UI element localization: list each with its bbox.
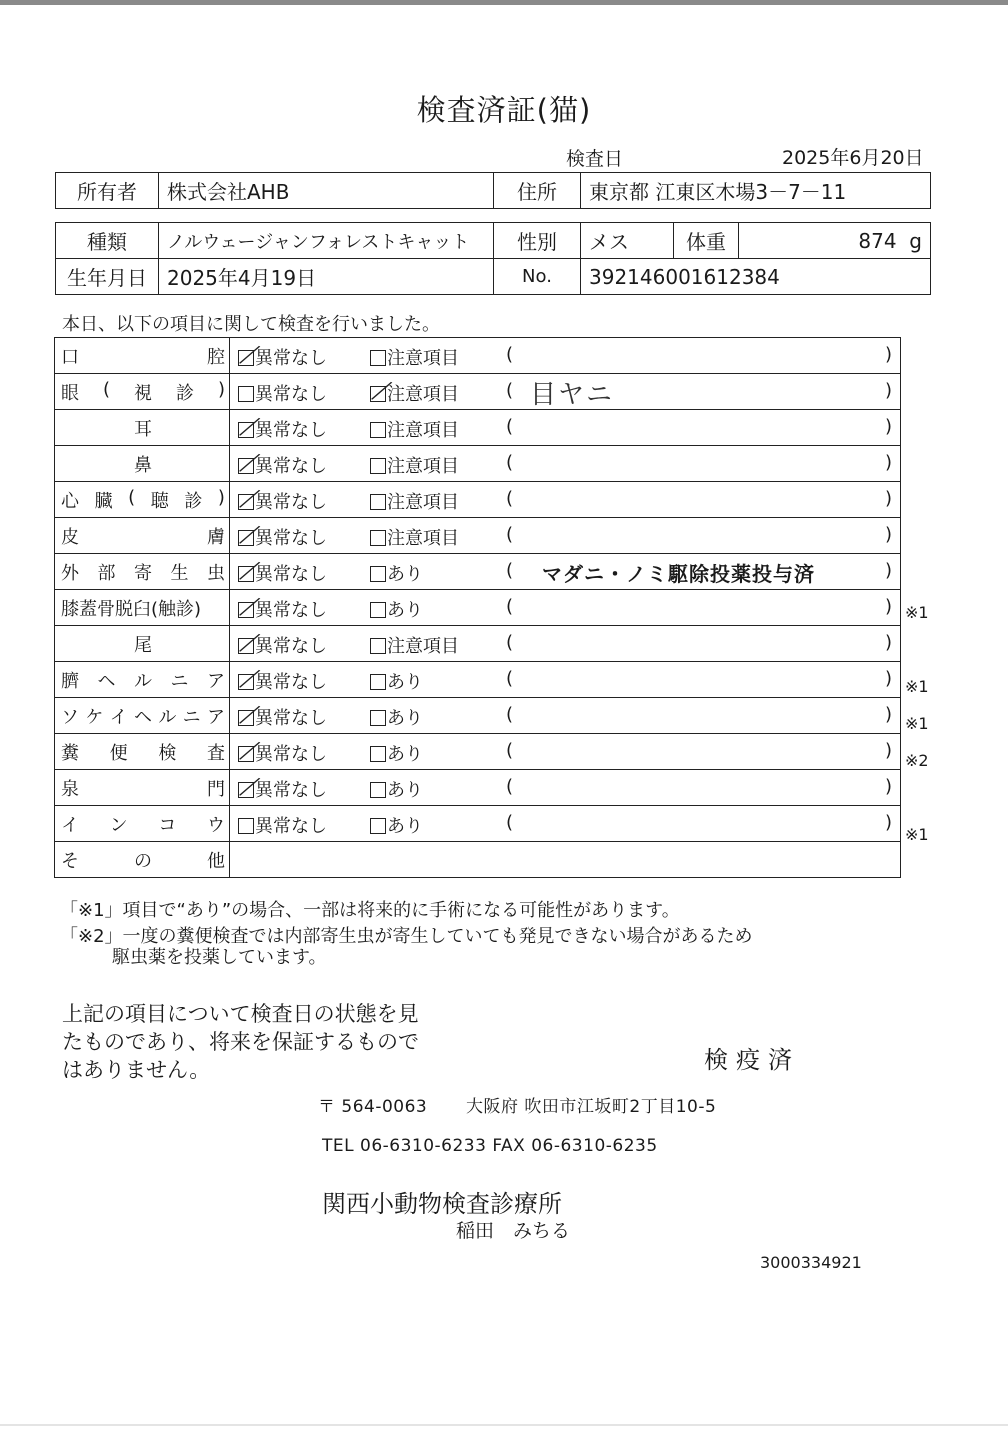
footnote-reference-mark: ※1 bbox=[905, 714, 929, 733]
exam-row bbox=[55, 482, 901, 518]
exam-row bbox=[55, 446, 901, 482]
weight-value: 874 bbox=[858, 228, 897, 253]
finding-option-label: 注意項目 bbox=[387, 420, 459, 441]
normal-option[interactable] bbox=[238, 560, 327, 586]
exam-item-label-part: 腔 bbox=[207, 346, 225, 368]
exam-result-cell bbox=[230, 446, 901, 482]
exam-row bbox=[55, 590, 901, 626]
open-paren: ( bbox=[506, 488, 514, 509]
exam-item-label-part: ( bbox=[128, 486, 136, 508]
finding-option-label: 注意項目 bbox=[387, 492, 459, 513]
exam-item-label-part: 尾 bbox=[134, 634, 152, 656]
normal-option-label: 異常なし bbox=[255, 816, 327, 837]
exam-item-label-part: 心 bbox=[61, 490, 79, 512]
close-paren: ) bbox=[884, 596, 892, 617]
normal-option-label: 異常なし bbox=[255, 420, 327, 441]
normal-option[interactable] bbox=[238, 596, 327, 622]
exam-item-label-part: ア bbox=[206, 706, 225, 728]
exam-result-cell bbox=[230, 410, 901, 446]
exam-item-label-part: イ bbox=[61, 814, 79, 836]
finding-option-label: あり bbox=[387, 708, 423, 729]
finding-option-label: あり bbox=[387, 564, 423, 585]
exam-row bbox=[55, 770, 901, 806]
exam-row bbox=[55, 410, 901, 446]
birthdate-label: 生年月日 bbox=[56, 259, 159, 295]
owner-label: 所有者 bbox=[56, 173, 159, 209]
exam-item-label-part: 耳 bbox=[134, 418, 152, 440]
footnote-2-line1: 「※2」一度の糞便検査では内部寄生虫が寄生していても発見できない場合があるため bbox=[60, 926, 753, 947]
exam-item-label-part: ) bbox=[217, 378, 225, 400]
exam-item-label bbox=[55, 410, 230, 446]
open-paren: ( bbox=[506, 380, 514, 401]
exam-row-other bbox=[55, 842, 901, 878]
sex-label: 性別 bbox=[494, 223, 581, 259]
exam-result-cell bbox=[230, 770, 901, 806]
exam-result-cell bbox=[230, 518, 901, 554]
exam-item-label-part: ヘ bbox=[97, 670, 116, 692]
exam-item-label-part: 鼻 bbox=[134, 454, 152, 476]
handwritten-note: 目ヤニ bbox=[530, 380, 615, 410]
checked-checkbox-icon[interactable] bbox=[238, 350, 254, 366]
checked-checkbox-icon[interactable] bbox=[238, 422, 254, 438]
open-paren: ( bbox=[506, 812, 514, 833]
open-paren: ( bbox=[506, 596, 514, 617]
exam-item-label-part: 眼 bbox=[61, 382, 79, 404]
footnote-1: 「※1」項目で“あり”の場合、一部は将来的に手術になる可能性があります。 bbox=[60, 900, 680, 921]
exam-row bbox=[55, 554, 901, 590]
exam-item-label bbox=[55, 770, 230, 806]
finding-option[interactable] bbox=[370, 344, 459, 370]
finding-option[interactable] bbox=[370, 524, 459, 550]
normal-option-label: 異常なし bbox=[255, 348, 327, 369]
exam-item-label-part: ア bbox=[207, 670, 225, 692]
exam-item-label-part: 査 bbox=[206, 742, 225, 764]
sex-value: メス bbox=[581, 223, 674, 259]
exam-item-label-part: ン bbox=[109, 814, 128, 836]
open-paren: ( bbox=[506, 740, 514, 761]
exam-item-label-part: コ bbox=[158, 814, 177, 836]
exam-item-label bbox=[55, 338, 230, 374]
close-paren: ) bbox=[884, 344, 892, 365]
checkbox-icon[interactable] bbox=[238, 818, 254, 834]
checkbox-icon[interactable] bbox=[238, 386, 254, 402]
exam-row bbox=[55, 806, 901, 842]
checked-checkbox-icon[interactable] bbox=[370, 386, 386, 402]
exam-item-label bbox=[55, 626, 230, 662]
close-paren: ) bbox=[884, 740, 892, 761]
address-value: 東京都 江東区木場3－7－11 bbox=[581, 173, 931, 209]
finding-option-label: 注意項目 bbox=[387, 528, 459, 549]
doctor-name: 稲田 みちる bbox=[456, 1220, 571, 1242]
exam-item-label-part: 膚 bbox=[207, 526, 225, 548]
checkbox-icon[interactable] bbox=[370, 530, 386, 546]
top-border bbox=[0, 0, 1008, 5]
checkbox-icon[interactable] bbox=[370, 566, 386, 582]
exam-item-label bbox=[55, 446, 230, 482]
exam-item-label-part: 診 bbox=[184, 490, 203, 512]
exam-result-cell bbox=[230, 698, 901, 734]
exam-result-cell bbox=[230, 662, 901, 698]
weight-cell bbox=[739, 223, 931, 259]
number-label: No. bbox=[494, 259, 581, 295]
close-paren: ) bbox=[884, 812, 892, 833]
normal-option-label: 異常なし bbox=[255, 492, 327, 513]
checked-checkbox-icon[interactable] bbox=[238, 710, 254, 726]
postal-code: 〒 564-0063 bbox=[318, 1097, 428, 1117]
checked-checkbox-icon[interactable] bbox=[238, 458, 254, 474]
close-paren: ) bbox=[884, 704, 892, 725]
inspection-stamp: 検疫済 bbox=[704, 1046, 800, 1074]
exam-item-label-part: ヘ bbox=[133, 706, 152, 728]
exam-item-label-part: 臓 bbox=[94, 490, 113, 512]
checkbox-icon[interactable] bbox=[370, 350, 386, 366]
document-title: 検査済証(猫) bbox=[416, 93, 592, 127]
exam-row bbox=[55, 518, 901, 554]
other-notes-cell[interactable] bbox=[230, 842, 901, 878]
intro-text: 本日、以下の項目に関して検査を行いました。 bbox=[62, 314, 440, 335]
normal-option[interactable] bbox=[238, 668, 327, 694]
finding-option-label: あり bbox=[387, 744, 423, 765]
exam-result-cell bbox=[230, 482, 901, 518]
exam-item-label-part: 部 bbox=[97, 562, 116, 584]
close-paren: ) bbox=[884, 524, 892, 545]
close-paren: ) bbox=[884, 632, 892, 653]
exam-item-label-part: ソ bbox=[61, 706, 79, 728]
exam-item-label-part: ル bbox=[158, 706, 177, 728]
exam-item-label bbox=[55, 734, 230, 770]
checkbox-icon[interactable] bbox=[370, 674, 386, 690]
exam-item-label bbox=[55, 590, 230, 626]
exam-item-label bbox=[55, 662, 230, 698]
checked-checkbox-icon[interactable] bbox=[238, 566, 254, 582]
exam-result-cell bbox=[230, 626, 901, 662]
exam-item-label bbox=[55, 842, 230, 878]
exam-item-label-part: 外 bbox=[61, 562, 79, 584]
normal-option[interactable] bbox=[238, 380, 327, 406]
disclaimer: 上記の項目について検査日の状態を見たものであり、将来を保証するものではありません。 bbox=[62, 1002, 419, 1082]
birthdate-value: 2025年4月19日 bbox=[159, 259, 494, 295]
normal-option-label: 異常なし bbox=[255, 672, 327, 693]
owner-value: 株式会社AHB bbox=[159, 173, 494, 209]
exam-item-label-part: 糞 bbox=[61, 742, 79, 764]
open-paren: ( bbox=[506, 704, 514, 725]
open-paren: ( bbox=[506, 452, 514, 473]
exam-date-value: 2025年6月20日 bbox=[782, 147, 924, 169]
finding-option[interactable] bbox=[370, 776, 423, 802]
checked-checkbox-icon[interactable] bbox=[238, 746, 254, 762]
finding-option[interactable] bbox=[370, 812, 423, 838]
finding-option-label: あり bbox=[387, 600, 423, 621]
finding-option-label: 注意項目 bbox=[387, 384, 459, 405]
footnote-reference-mark: ※1 bbox=[905, 677, 929, 696]
weight-unit: g bbox=[909, 228, 922, 253]
exam-item-label-part: イ bbox=[109, 706, 128, 728]
exam-item-label-part: 診 bbox=[175, 382, 194, 404]
exam-row bbox=[55, 374, 901, 410]
exam-item-label bbox=[55, 554, 230, 590]
exam-result-cell bbox=[230, 734, 901, 770]
exam-item-label bbox=[55, 518, 230, 554]
exam-note: マダニ・ノミ駆除投薬投与済 bbox=[542, 562, 815, 586]
exam-item-label-part: ケ bbox=[85, 706, 104, 728]
checkbox-icon[interactable] bbox=[370, 458, 386, 474]
pet-info-table bbox=[55, 222, 931, 295]
finding-option[interactable] bbox=[370, 560, 423, 586]
exam-item-label-part: 検 bbox=[158, 742, 177, 764]
normal-option-label: 異常なし bbox=[255, 636, 327, 657]
normal-option-label: 異常なし bbox=[255, 564, 327, 585]
exam-item-label-part: 生 bbox=[170, 562, 189, 584]
exam-row bbox=[55, 338, 901, 374]
clinic-address: 大阪府 吹田市江坂町2丁目10-5 bbox=[466, 1097, 717, 1117]
breed-value: ノルウェージャンフォレストキャット bbox=[159, 223, 494, 259]
normal-option[interactable] bbox=[238, 452, 327, 478]
exam-item-label bbox=[55, 374, 230, 410]
finding-option[interactable] bbox=[370, 596, 423, 622]
normal-option[interactable] bbox=[238, 632, 327, 658]
exam-item-label-part: 便 bbox=[109, 742, 128, 764]
close-paren: ) bbox=[884, 452, 892, 473]
normal-option-label: 異常なし bbox=[255, 744, 327, 765]
open-paren: ( bbox=[506, 632, 514, 653]
normal-option[interactable] bbox=[238, 488, 327, 514]
normal-option[interactable] bbox=[238, 344, 327, 370]
checkbox-icon[interactable] bbox=[370, 602, 386, 618]
exam-item-label-part: そ bbox=[61, 850, 79, 872]
exam-item-label-part: ニ bbox=[170, 670, 189, 692]
close-paren: ) bbox=[884, 488, 892, 509]
open-paren: ( bbox=[506, 524, 514, 545]
exam-item-label-part: 寄 bbox=[134, 562, 152, 584]
checkbox-icon[interactable] bbox=[370, 638, 386, 654]
finding-option-label: 注意項目 bbox=[387, 348, 459, 369]
open-paren: ( bbox=[506, 776, 514, 797]
exam-item-label-part: 膝蓋骨脱臼(触診) bbox=[61, 598, 202, 620]
finding-option-label: 注意項目 bbox=[387, 636, 459, 657]
checkbox-icon[interactable] bbox=[370, 782, 386, 798]
close-paren: ) bbox=[884, 416, 892, 437]
exam-item-label-part: 他 bbox=[207, 850, 225, 872]
finding-option[interactable] bbox=[370, 632, 459, 658]
open-paren: ( bbox=[506, 560, 514, 581]
exam-item-label-part: 虫 bbox=[207, 562, 225, 584]
document-id: 3000334921 bbox=[760, 1253, 862, 1272]
close-paren: ) bbox=[884, 668, 892, 689]
finding-option[interactable] bbox=[370, 416, 459, 442]
normal-option[interactable] bbox=[238, 524, 327, 550]
exam-result-cell bbox=[230, 554, 901, 590]
normal-option[interactable] bbox=[238, 416, 327, 442]
normal-option-label: 異常なし bbox=[255, 708, 327, 729]
finding-option[interactable] bbox=[370, 380, 459, 406]
exam-item-label-part: 皮 bbox=[61, 526, 79, 548]
exam-result-cell bbox=[230, 338, 901, 374]
breed-label: 種類 bbox=[56, 223, 159, 259]
exam-item-label-part: ニ bbox=[182, 706, 201, 728]
open-paren: ( bbox=[506, 344, 514, 365]
exam-item-label-part: 聴 bbox=[150, 490, 169, 512]
normal-option[interactable] bbox=[238, 704, 327, 730]
normal-option-label: 異常なし bbox=[255, 600, 327, 621]
exam-item-label-part: ウ bbox=[206, 814, 225, 836]
close-paren: ) bbox=[884, 380, 892, 401]
exam-item-label-part: 泉 bbox=[61, 778, 79, 800]
exam-result-cell bbox=[230, 590, 901, 626]
checked-checkbox-icon[interactable] bbox=[238, 674, 254, 690]
checked-checkbox-icon[interactable] bbox=[238, 602, 254, 618]
open-paren: ( bbox=[506, 416, 514, 437]
footnote-2-line2: 駆虫薬を投薬しています。 bbox=[112, 947, 327, 968]
checked-checkbox-icon[interactable] bbox=[238, 494, 254, 510]
normal-option[interactable] bbox=[238, 776, 327, 802]
checked-checkbox-icon[interactable] bbox=[238, 782, 254, 798]
exam-row bbox=[55, 626, 901, 662]
finding-option[interactable] bbox=[370, 704, 423, 730]
checkbox-icon[interactable] bbox=[370, 710, 386, 726]
normal-option-label: 異常なし bbox=[255, 780, 327, 801]
finding-option[interactable] bbox=[370, 452, 459, 478]
finding-option-label: あり bbox=[387, 672, 423, 693]
clinic-phone-fax: TEL 06-6310-6233 FAX 06-6310-6235 bbox=[322, 1136, 658, 1156]
finding-option[interactable] bbox=[370, 740, 423, 766]
exam-item-label-part: 臍 bbox=[61, 670, 79, 692]
normal-option-label: 異常なし bbox=[255, 528, 327, 549]
checkbox-icon[interactable] bbox=[370, 818, 386, 834]
exam-item-label-part: 門 bbox=[207, 778, 225, 800]
exam-item-label-part: ) bbox=[217, 486, 225, 508]
exam-item-label-part: 視 bbox=[134, 382, 152, 404]
checkbox-icon[interactable] bbox=[370, 422, 386, 438]
clinic-name: 関西小動物検査診療所 bbox=[322, 1190, 562, 1218]
normal-option[interactable] bbox=[238, 812, 327, 838]
exam-row bbox=[55, 662, 901, 698]
exam-row bbox=[55, 734, 901, 770]
exam-item-label bbox=[55, 806, 230, 842]
normal-option-label: 異常なし bbox=[255, 384, 327, 405]
exam-table bbox=[54, 337, 901, 878]
footnote-reference-mark: ※1 bbox=[905, 825, 929, 844]
footnote-reference-mark: ※1 bbox=[905, 603, 929, 622]
close-paren: ) bbox=[884, 776, 892, 797]
close-paren: ) bbox=[884, 560, 892, 581]
footnote-reference-mark: ※2 bbox=[905, 751, 929, 770]
exam-result-cell bbox=[230, 374, 901, 410]
checkbox-icon[interactable] bbox=[370, 494, 386, 510]
finding-option[interactable] bbox=[370, 668, 423, 694]
bottom-border bbox=[0, 1424, 1008, 1426]
exam-item-label-part: 口 bbox=[61, 346, 79, 368]
normal-option[interactable] bbox=[238, 740, 327, 766]
open-paren: ( bbox=[506, 668, 514, 689]
exam-item-label-part: ( bbox=[102, 378, 111, 400]
exam-item-label bbox=[55, 482, 230, 518]
address-label: 住所 bbox=[494, 173, 581, 209]
finding-option-label: 注意項目 bbox=[387, 456, 459, 477]
finding-option-label: あり bbox=[387, 816, 423, 837]
weight-label: 体重 bbox=[674, 223, 739, 259]
checkbox-icon[interactable] bbox=[370, 746, 386, 762]
exam-date-label: 検査日 bbox=[566, 148, 624, 170]
owner-table bbox=[55, 172, 931, 209]
exam-row bbox=[55, 698, 901, 734]
finding-option-label: あり bbox=[387, 780, 423, 801]
exam-item-label bbox=[55, 698, 230, 734]
exam-result-cell bbox=[230, 806, 901, 842]
finding-option[interactable] bbox=[370, 488, 459, 514]
exam-item-label-part: ル bbox=[134, 670, 152, 692]
exam-item-label-part: の bbox=[134, 850, 152, 872]
normal-option-label: 異常なし bbox=[255, 456, 327, 477]
checked-checkbox-icon[interactable] bbox=[238, 638, 254, 654]
checked-checkbox-icon[interactable] bbox=[238, 530, 254, 546]
number-value: 392146001612384 bbox=[581, 259, 931, 295]
